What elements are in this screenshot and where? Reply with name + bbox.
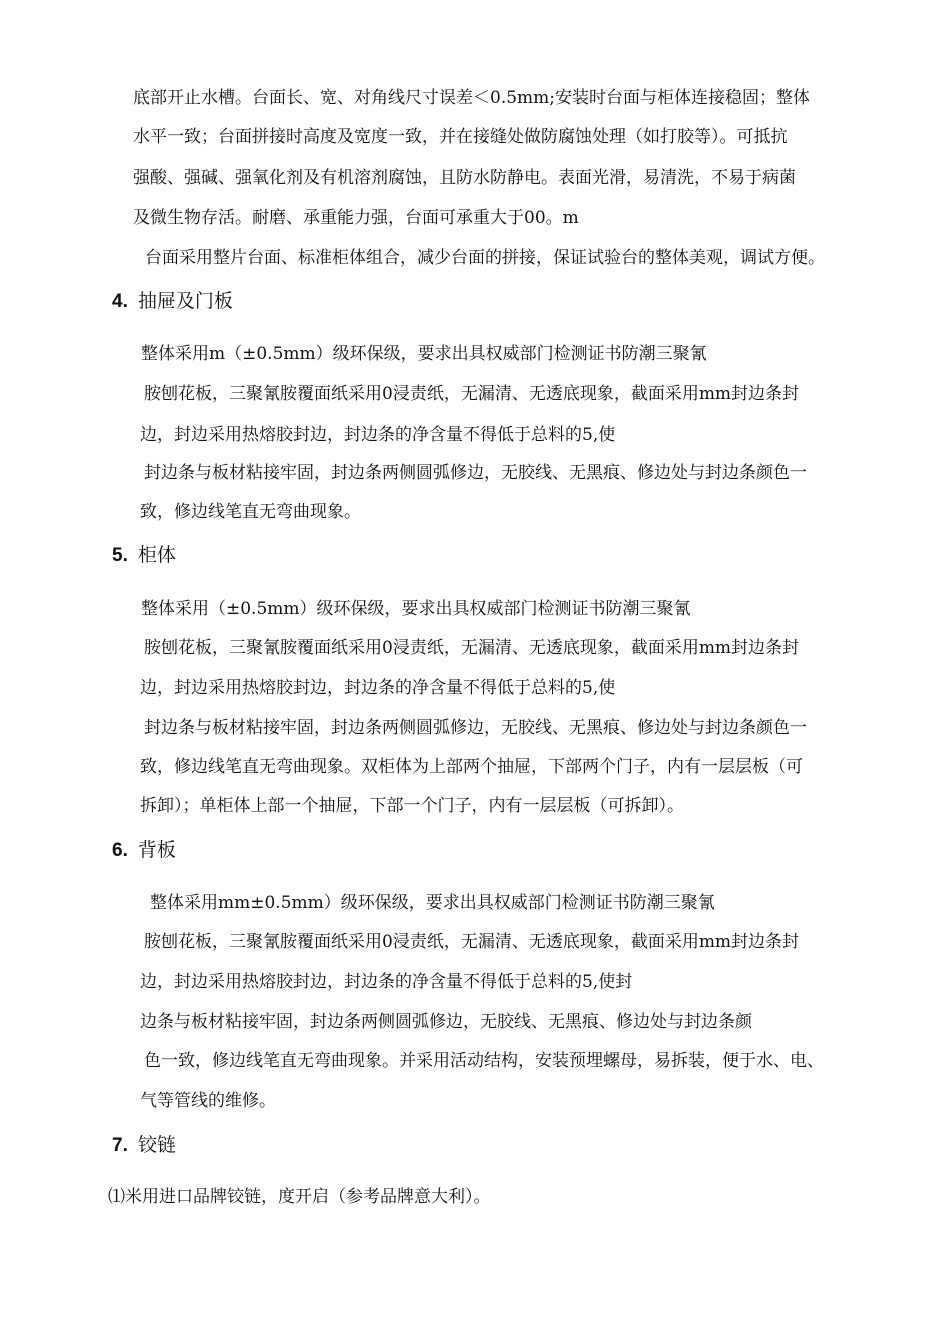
section-heading	[112, 1133, 176, 1158]
paragraph-line: 边，封边采用热熔胶封边，封边条的净含量不得低于总料的5,使封	[140, 972, 633, 992]
paragraph-line: 致，修边线笔直无弯曲现象。	[140, 502, 361, 522]
section-title: 铰链	[137, 1134, 176, 1156]
paragraph-line: 整体采用m（±0.5mm）级环保级，要求出具权威部门检测证书防潮三聚氰	[141, 344, 707, 364]
paragraph-line: 边，封边采用热熔胶封边，封边条的净含量不得低于总料的5,使	[140, 425, 616, 445]
paragraph-line: 气等管线的维修。	[140, 1091, 276, 1111]
paragraph-line: 胺刨花板，三聚氰胺覆面纸采用0浸责纸，无漏清、无透底现象，截面采用mm封边条封	[144, 384, 800, 404]
paragraph-line: 拆卸）；单柜体上部一个抽屉，下部一个门子，内有一层层板（可拆卸）。	[140, 796, 684, 816]
section-title: 背板	[137, 839, 176, 861]
section-number: 6.	[112, 840, 128, 861]
section-number: 7.	[112, 1135, 128, 1156]
intro-line: 强酸、强碱、强氧化剂及有机溶剂腐蚀，且防水防静电。表面光滑，易清洗，不易于病菌	[133, 168, 796, 188]
paragraph-line: ⑴米用进口品牌铰链，度开启（参考品牌意大利）。	[108, 1187, 491, 1207]
paragraph-line: 整体采用（±0.5mm）级环保级，要求出具权威部门检测证书防潮三聚氰	[141, 599, 691, 619]
intro-line: 及微生物存活。耐磨、承重能力强，台面可承重大于00。m	[133, 208, 579, 228]
intro-line: 底部开止水槽。台面长、宽、对角线尺寸误差＜0.5mm;安装时台面与柜体连接稳固；整体	[133, 88, 811, 108]
paragraph-line: 封边条与板材粘接牢固，封边条两侧圆弧修边，无胶线、无黑痕、修边处与封边条颜色一	[144, 463, 807, 483]
paragraph-line: 边，封边采用热熔胶封边，封边条的净含量不得低于总料的5,使	[140, 678, 616, 698]
paragraph-line: 边条与板材粘接牢固，封边条两侧圆弧修边，无胶线、无黑痕、修边处与封边条颜	[140, 1012, 752, 1032]
paragraph-line: 整体采用mm±0.5mm）级环保级，要求出具权威部门检测证书防潮三聚氰	[150, 893, 715, 913]
paragraph-line: 胺刨花板，三聚氰胺覆面纸采用0浸责纸，无漏清、无透底现象，截面采用mm封边条封	[144, 638, 800, 658]
section-number: 5.	[112, 545, 128, 566]
section-heading	[112, 543, 176, 568]
paragraph-line: 胺刨花板，三聚氰胺覆面纸采用0浸责纸，无漏清、无透底现象，截面采用mm封边条封	[144, 932, 800, 952]
section-title: 柜体	[137, 544, 176, 566]
intro-line: 台面采用整片台面、标准柜体组合，减少台面的拼接，保证试验台的整体美观，调试方便。	[145, 248, 825, 268]
paragraph-line: 封边条与板材粘接牢固，封边条两侧圆弧修边，无胶线、无黑痕、修边处与封边条颜色一	[144, 718, 807, 738]
paragraph-line: 色一致，修边线笔直无弯曲现象。并采用活动结构，安装预埋螺母，易拆装，便于水、电、	[144, 1051, 824, 1071]
intro-line: 水平一致；台面拼接时高度及宽度一致，并在接缝处做防腐蚀处理（如打胶等）。可抵抗	[133, 127, 788, 147]
section-number: 4.	[112, 291, 128, 312]
section-heading	[112, 289, 233, 314]
section-title: 抽屉及门板	[137, 290, 233, 312]
section-heading	[112, 838, 176, 863]
paragraph-line: 致，修边线笔直无弯曲现象。双柜体为上部两个抽屉，下部两个门子，内有一层层板（可	[140, 757, 803, 777]
